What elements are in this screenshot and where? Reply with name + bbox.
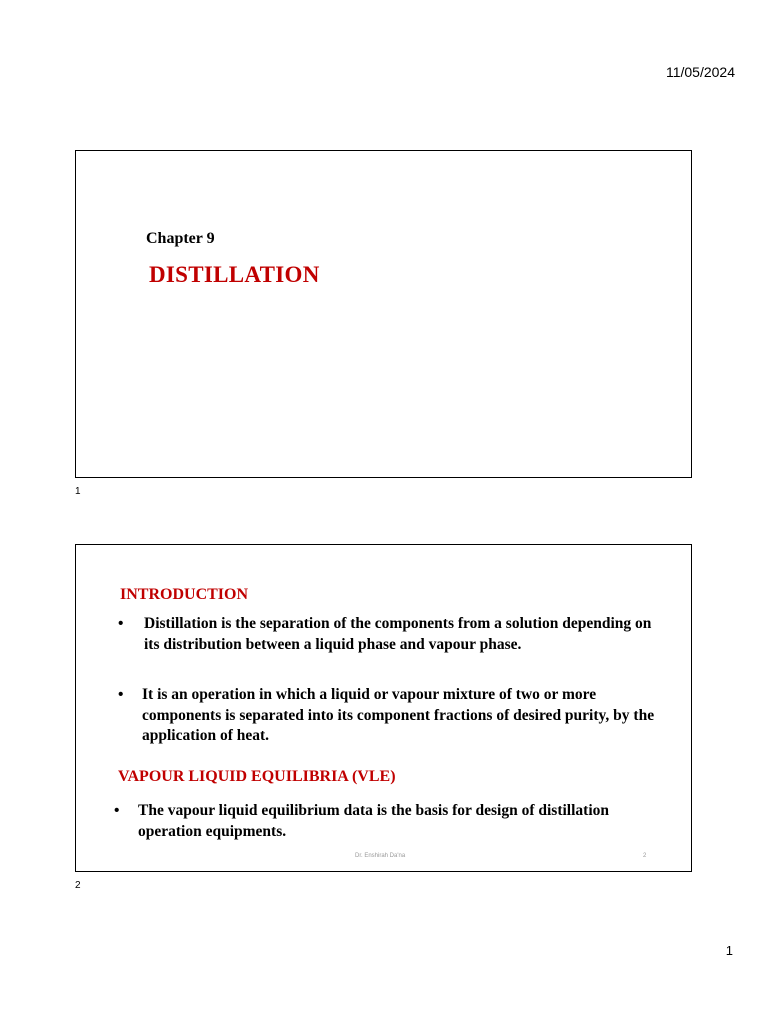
slide-1 [75, 150, 692, 478]
section-heading-vle: VAPOUR LIQUID EQUILIBRIA (VLE) [118, 768, 396, 785]
bullet-text: Distillation is the separation of the components from a solution depending on its distribution between a liquid phase and vapour phase. [144, 615, 652, 653]
bullet-icon: • [114, 802, 120, 819]
bullet-icon: • [118, 615, 124, 632]
page-date: 11/05/2024 [665, 64, 735, 80]
bullet-icon: • [118, 686, 124, 703]
slide-footer-author: Dr. Enshirah Da'na [355, 853, 406, 859]
chapter-title: DISTILLATION [149, 262, 320, 287]
list-item [114, 801, 654, 842]
bullet-text: The vapour liquid equilibrium data is the basis for design of distillation operation equipments. [138, 802, 609, 840]
chapter-label: Chapter 9 [146, 230, 215, 247]
bullet-text: It is an operation in which a liquid or vapour mixture of two or more components is separated into its component fractions of desired purity, by the application of heat. [142, 686, 655, 744]
slide-number: 1 [75, 486, 81, 497]
section-heading-introduction: INTRODUCTION [120, 586, 249, 603]
slide-2 [75, 544, 692, 872]
slide-footer-number: 2 [643, 853, 647, 859]
slide-number: 2 [75, 880, 81, 891]
page-number: 1 [725, 943, 733, 958]
list-item [118, 685, 658, 747]
list-item [118, 614, 658, 655]
